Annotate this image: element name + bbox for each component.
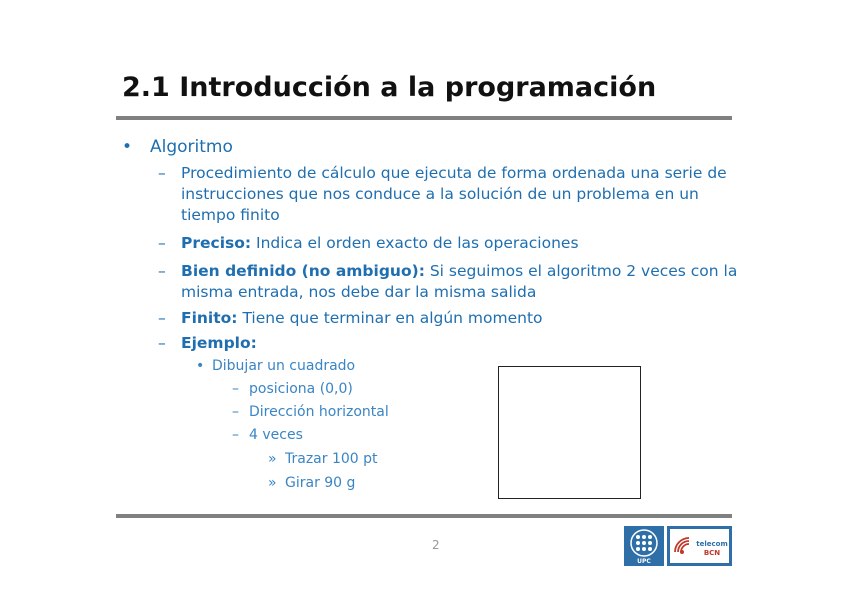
substep-text: Girar 90 g: [285, 475, 356, 491]
step-text: posiciona (0,0): [249, 381, 353, 397]
telecom-text: telecom: [696, 540, 728, 548]
title-rule: [116, 116, 732, 120]
example-step: [232, 404, 389, 420]
item-text: Si seguimos el algoritmo 2 veces con la misma entrada, nos debe dar la misma salida: [181, 262, 738, 301]
step-text: Dirección horizontal: [249, 404, 389, 420]
dash-glyph: –: [158, 164, 166, 182]
footer-logos: [624, 526, 732, 566]
substep-text: Trazar 100 pt: [285, 451, 378, 467]
dash-glyph: –: [158, 334, 166, 352]
bullet-algoritmo: [122, 137, 233, 157]
marker-glyph: »: [268, 451, 277, 467]
step-text: 4 veces: [249, 427, 303, 443]
dash-glyph: –: [232, 381, 239, 397]
footer-rule: [116, 514, 732, 518]
item-bold: Finito:: [181, 309, 238, 327]
item-bold: Ejemplo:: [181, 334, 257, 352]
dash-glyph: –: [232, 404, 239, 420]
slide-title: 2.1 Introducción a la programación: [122, 72, 657, 103]
example-bullet: [196, 358, 356, 374]
bullet-glyph: •: [122, 137, 133, 157]
item-bold: Bien definido (no ambiguo):: [181, 262, 425, 280]
dash-glyph: –: [232, 427, 239, 443]
example-step: [232, 381, 353, 397]
bullet-glyph: •: [196, 358, 205, 374]
item-text: Indica el orden exacto de las operaciones: [251, 234, 579, 252]
example-step: [232, 427, 303, 443]
example-label: Dibujar un cuadrado: [212, 358, 356, 374]
square-figure: [498, 366, 641, 499]
bcn-text: BCN: [703, 549, 721, 557]
telecom-bcn-logo: [667, 526, 732, 566]
upc-logo-text: UPC: [637, 558, 651, 565]
example-substep: [268, 451, 378, 467]
item-text: Procedimiento de cálculo que ejecuta de forma ordenada una serie de instrucciones que nos conduce a la solución de un problema en un tiempo finito: [181, 164, 727, 224]
bullet-heading: Algoritmo: [150, 137, 233, 157]
example-substep: [268, 475, 356, 491]
dash-glyph: –: [158, 262, 166, 280]
page-number: 2: [432, 538, 440, 552]
dash-glyph: –: [158, 309, 166, 327]
item-text: Tiene que terminar en algún momento: [237, 309, 543, 327]
item-bold: Preciso:: [181, 234, 252, 252]
upc-logo: [624, 526, 664, 566]
marker-glyph: »: [268, 475, 277, 491]
dash-glyph: –: [158, 234, 166, 252]
